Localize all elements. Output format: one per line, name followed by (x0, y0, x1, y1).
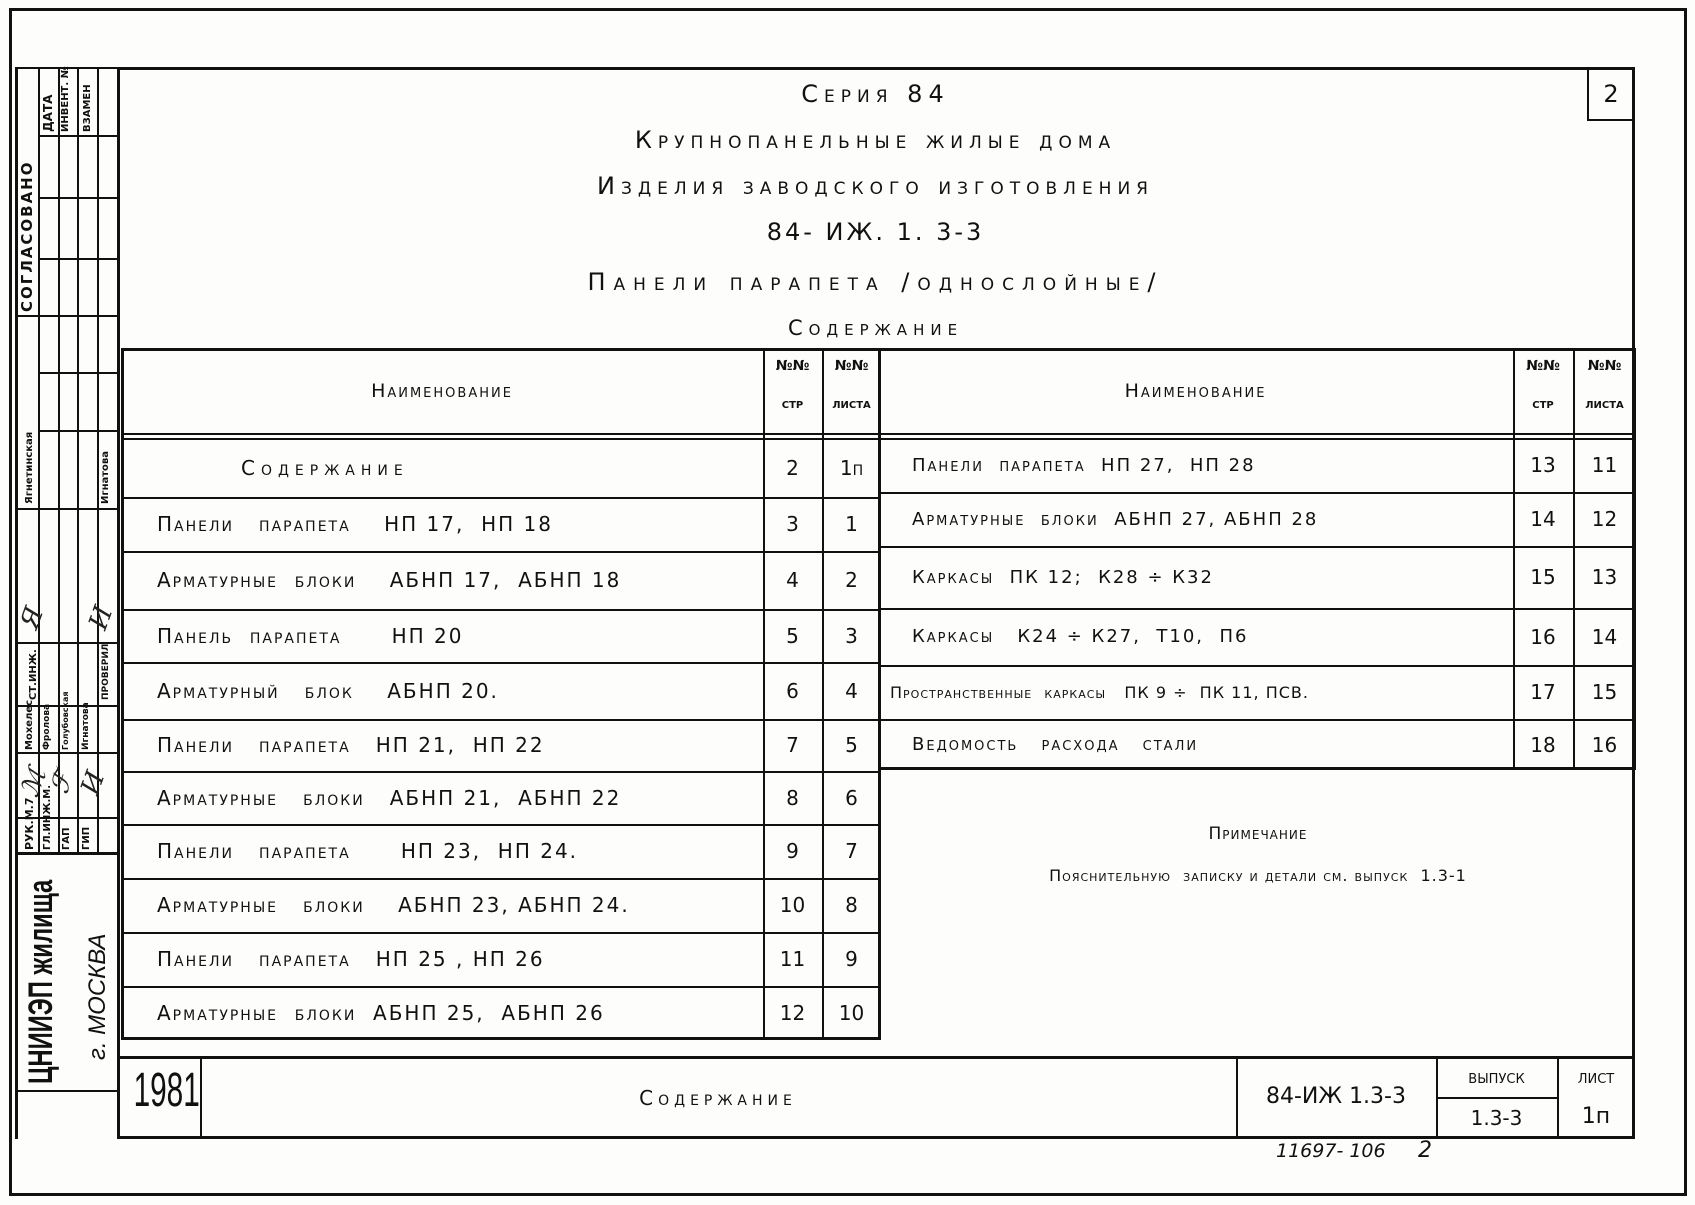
stamp-name-yagnetinskaya: Ягнетинская (24, 431, 35, 504)
row-sheet-number: 15 (1591, 680, 1618, 704)
row-sheet-number: 16 (1591, 732, 1618, 757)
signature-ignatova-top: И (83, 602, 120, 634)
stamp-line (58, 67, 60, 852)
row-name: Панели парапета НП 17, НП 18 (157, 512, 553, 536)
title-block-title: Содержание (639, 1086, 797, 1110)
stamp-role-chief-engineer: ГЛ.ИНЖ.М. (42, 784, 53, 850)
stamp-name-mokheles: Мохелес (24, 699, 35, 750)
row-page-number: 18 (1530, 732, 1556, 757)
column-header-sheet-label: листа (832, 396, 871, 412)
row-sheet-number: 6 (845, 785, 858, 810)
stamp-role-checked: ПРОВЕРИЛ (101, 643, 111, 700)
row-page-number: 10 (779, 893, 806, 917)
row-sheet-number: 5 (845, 733, 858, 757)
row-name: Арматурные блоки АБНП 23, АБНП 24. (157, 893, 630, 917)
row-name: Ведомость расхода стали (912, 734, 1199, 755)
stamp-name-ignatova-top: Игнатова (100, 451, 111, 504)
row-name: Арматурный блок АБНП 20. (157, 678, 499, 703)
stamp-replaces-label: ВЗАМЕН (82, 84, 93, 132)
row-page-number: 2 (786, 455, 799, 480)
row-page-number: 14 (1530, 507, 1556, 531)
row-name: Арматурные блоки АБНП 27, АБНП 28 (912, 508, 1319, 530)
footer-page: 2 (1418, 1138, 1432, 1163)
row-name: Содержание (241, 455, 409, 480)
row-sheet-number: 7 (845, 839, 858, 863)
column-header-sheet-number: №№ (834, 358, 869, 374)
title-block-doc-code: 84-ИЖ 1.3-3 (1265, 1084, 1406, 1109)
row-sheet-number: 1п (839, 455, 864, 480)
row-sheet-number: 8 (845, 893, 858, 917)
row-sheet-number: 3 (845, 623, 858, 648)
row-page-number: 7 (786, 733, 799, 757)
stamp-line (15, 852, 117, 855)
document-code-title: 84- ИЖ. 1. 3-3 (766, 218, 985, 246)
stamp-line (77, 67, 79, 852)
row-name: Панели парапета НП 21, НП 22 (157, 733, 545, 757)
organization-city: г. МОСКВА (84, 933, 111, 1060)
row-page-number: 17 (1530, 680, 1556, 704)
archive-number: 11697- 106 (1276, 1140, 1386, 1162)
stamp-line (15, 1090, 117, 1092)
stamp-line (38, 430, 117, 432)
row-sheet-number: 13 (1591, 565, 1618, 589)
note-text: Пояснительную записку и детали см. выпуск 1.3-1 (1049, 866, 1467, 885)
row-page-number: 9 (786, 839, 799, 863)
title-block-top-line (117, 1056, 1635, 1059)
stamp-agreed-label: СОГЛАСОВАНО (18, 160, 36, 312)
row-page-number: 11 (779, 947, 806, 971)
row-page-number: 16 (1530, 624, 1556, 649)
signature: ℳ (15, 764, 53, 802)
stamp-role-head: РУК.М.7 (23, 797, 36, 850)
stamp-line (38, 67, 40, 852)
signature: ℱ (44, 768, 80, 798)
row-name: Пространственные каркасы ПК 9 ÷ ПК 11, ПСВ. (890, 682, 1309, 702)
row-name: Панели парапета НП 27, НП 28 (912, 454, 1256, 476)
stamp-role-gap: ГАП (61, 827, 72, 850)
row-page-number: 6 (786, 678, 799, 703)
row-page-number: 4 (786, 568, 799, 592)
column-header-page-label: стр (1532, 396, 1554, 412)
column-header-sheet-label: листа (1585, 396, 1624, 412)
row-sheet-number: 4 (845, 678, 858, 703)
series-title: Серия 84 (801, 80, 950, 108)
title-block-divider (1436, 1097, 1557, 1099)
stamp-name-ignatova: Игнатова (81, 702, 91, 750)
header-line-3: Панели парапета /однослойные/ (587, 268, 1164, 296)
row-page-number: 5 (786, 623, 799, 648)
column-header-page-number: №№ (775, 358, 810, 374)
row-sheet-number: 10 (838, 1001, 865, 1025)
stamp-name-golubovskaya: Голубовская (61, 691, 70, 750)
column-header-page-number: №№ (1526, 358, 1560, 374)
sheet-number: 2 (1603, 80, 1619, 108)
header-divider (121, 433, 881, 435)
stamp-role-senior-engineer: СТ.ИНЖ. (28, 649, 39, 700)
stamp-line (15, 508, 117, 510)
stamp-inventory-label: ИНВЕНТ. № (60, 66, 71, 132)
year: 1981 (133, 1064, 200, 1117)
header-line-1: Крупнопанельные жилые дома (634, 126, 1117, 154)
stamp-name-frolova: Фролова (42, 703, 52, 750)
row-page-number: 15 (1530, 565, 1556, 589)
column-header-sheet-number: №№ (1587, 358, 1622, 374)
section-title: Содержание (787, 316, 964, 340)
column-header-name: Наименование (1124, 379, 1267, 402)
stamp-line (38, 135, 117, 137)
row-page-number: 8 (786, 785, 799, 810)
signature: И (75, 767, 112, 799)
organization-name: ЦНИИЭП жилища (22, 879, 60, 1084)
row-sheet-number: 11 (1591, 453, 1618, 477)
issue-label: выпуск (1468, 1066, 1525, 1088)
row-name: Панель парапета НП 20 (157, 623, 464, 648)
stamp-role-gip: ГИП (81, 826, 92, 850)
stamp-line (38, 197, 117, 199)
row-sheet-number: 2 (845, 568, 858, 592)
row-page-number: 3 (786, 512, 799, 536)
sheet-value: 1п (1581, 1104, 1611, 1129)
stamp-line (38, 258, 117, 260)
issue-value: 1.3-3 (1470, 1106, 1523, 1130)
stamp-date-label: ДАТА (41, 94, 55, 132)
row-name: Каркасы ПК 12; К28 ÷ К32 (912, 566, 1214, 588)
column-header-page-label: стр (781, 396, 804, 412)
row-name: Арматурные блоки АБНП 25, АБНП 26 (157, 1001, 605, 1025)
row-name: Арматурные блоки АБНП 21, АБНП 22 (157, 785, 622, 810)
sheet-label: лист (1577, 1066, 1615, 1088)
row-sheet-number: 9 (845, 947, 858, 971)
row-name: Арматурные блоки АБНП 17, АБНП 18 (157, 568, 622, 592)
column-header-name: Наименование (371, 379, 513, 402)
row-sheet-number: 14 (1591, 624, 1618, 649)
note-title: Примечание (1208, 824, 1308, 844)
header-line-2: Изделия заводского изготовления (597, 172, 1154, 200)
header-divider (878, 433, 1636, 435)
row-name: Панели парапета НП 25 , НП 26 (157, 947, 545, 971)
row-page-number: 13 (1530, 453, 1556, 477)
row-name: Каркасы К24 ÷ К27, Т10, П6 (912, 626, 1249, 647)
signature-yagnetinskaya: Я (14, 603, 51, 633)
stamp-line (15, 315, 117, 317)
stamp-line (15, 752, 117, 754)
row-name: Панели парапета НП 23, НП 24. (157, 839, 579, 863)
stamp-line (38, 372, 117, 374)
row-sheet-number: 1 (845, 512, 858, 536)
row-sheet-number: 12 (1591, 507, 1618, 531)
stamp-line (97, 67, 99, 852)
row-page-number: 12 (779, 1001, 806, 1025)
